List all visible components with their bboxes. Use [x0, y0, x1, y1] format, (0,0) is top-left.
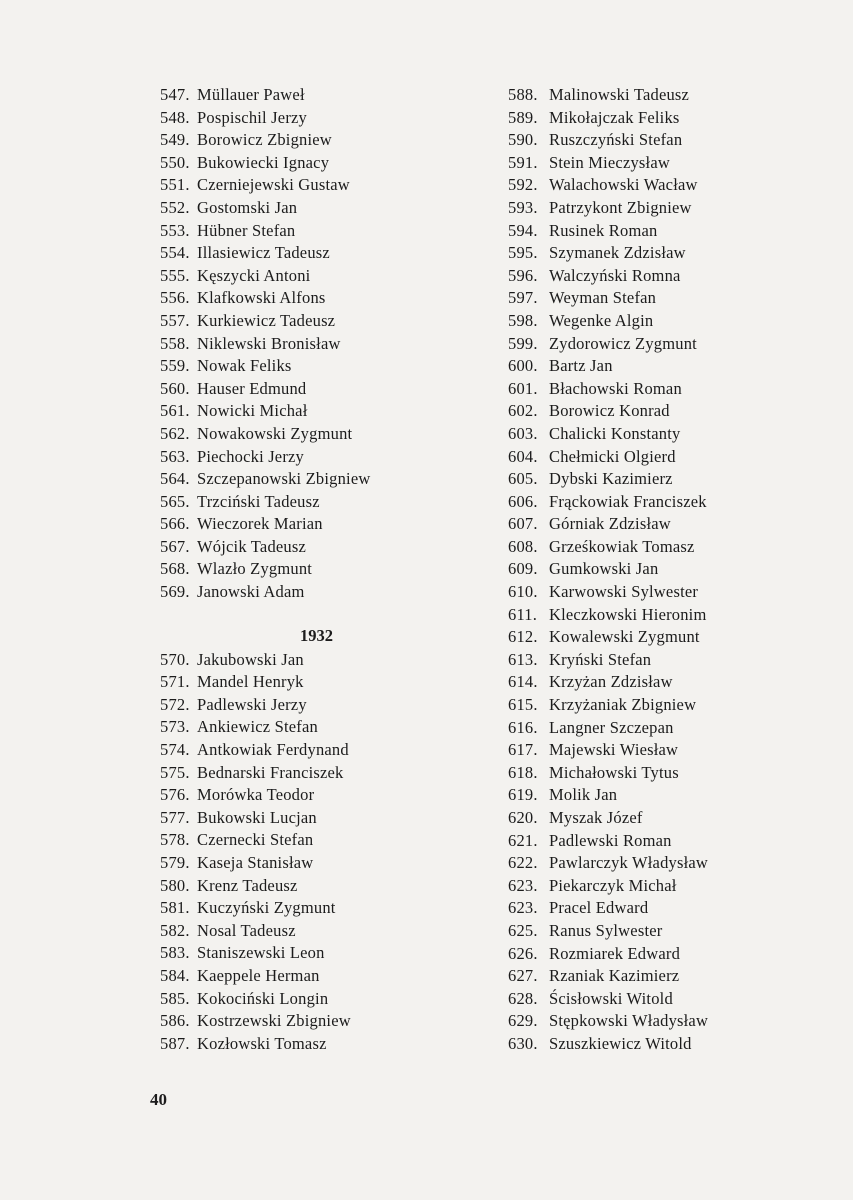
list-entry: [160, 920, 460, 943]
entry-number: 605.: [508, 469, 538, 489]
list-entry: [160, 491, 460, 514]
entry-name: Nowak Feliks: [197, 356, 292, 376]
list-entry: [508, 174, 828, 197]
entry-name: Gumkowski Jan: [549, 559, 659, 579]
entry-name: Malinowski Tadeusz: [549, 85, 690, 104]
list-entry: [160, 378, 460, 401]
entry-name: Kurkiewicz Tadeusz: [197, 310, 336, 330]
list-entry: [508, 513, 828, 536]
list-entry: [160, 84, 460, 107]
entry-number: 568.: [160, 559, 190, 579]
entry-number: 569.: [160, 582, 190, 602]
list-entry: [160, 649, 460, 672]
entry-number: 582.: [160, 920, 190, 940]
entry-number: 570.: [160, 649, 190, 669]
entry-number: 614.: [508, 672, 538, 692]
list-entry: [508, 310, 828, 333]
entry-number: 558.: [160, 333, 190, 353]
list-entry: [508, 897, 828, 920]
entry-name: Mandel Henryk: [197, 672, 304, 692]
entry-number: 591.: [508, 152, 538, 172]
list-entry: [508, 491, 828, 514]
left-column: [160, 84, 460, 1055]
entry-name: Jakubowski Jan: [197, 649, 304, 669]
entry-number: 627.: [508, 966, 538, 986]
entry-number: 551.: [160, 175, 190, 195]
entry-number: 608.: [508, 536, 538, 556]
entry-name: Mikołajczak Feliks: [549, 107, 680, 127]
list-entry: [160, 1010, 460, 1033]
list-entry: [508, 378, 828, 401]
entry-name: Czerniejewski Gustaw: [197, 175, 350, 195]
list-entry: [160, 942, 460, 965]
entry-number: 623.: [508, 898, 538, 918]
entry-number: 575.: [160, 762, 190, 782]
list-entry: [160, 694, 460, 717]
entry-name: Nosal Tadeusz: [197, 920, 296, 940]
entry-number: 611.: [508, 604, 538, 624]
entry-name: Niklewski Bronisław: [197, 333, 341, 353]
entry-number: 588.: [508, 85, 538, 104]
entry-name: Szymanek Zdzisław: [549, 243, 686, 263]
list-entry: [160, 513, 460, 536]
entry-name: Bartz Jan: [549, 356, 613, 376]
entry-name: Ścisłowski Witold: [549, 988, 673, 1008]
list-entry: [508, 468, 828, 491]
entry-number: 583.: [160, 943, 190, 963]
list-entry: [160, 784, 460, 807]
list-entry: [160, 152, 460, 175]
entry-number: 623.: [508, 875, 538, 895]
name-list-c: [508, 84, 828, 1056]
entry-number: 617.: [508, 740, 538, 760]
entry-number: 556.: [160, 288, 190, 308]
entry-number: 621.: [508, 830, 538, 850]
entry-number: 557.: [160, 310, 190, 330]
list-entry: [508, 807, 828, 830]
entry-name: Rozmiarek Edward: [549, 943, 681, 963]
entry-number: 571.: [160, 672, 190, 692]
list-entry: [160, 671, 460, 694]
list-entry: [160, 423, 460, 446]
list-entry: [160, 965, 460, 988]
entry-name: Myszak Józef: [549, 808, 643, 827]
entry-number: 596.: [508, 265, 538, 285]
entry-number: 613.: [508, 649, 538, 669]
entry-name: Hübner Stefan: [197, 220, 296, 240]
entry-name: Rzaniak Kazimierz: [549, 966, 680, 986]
entry-name: Trzciński Tadeusz: [197, 491, 320, 511]
entry-name: Ruszczyński Stefan: [549, 130, 683, 150]
entry-name: Dybski Kazimierz: [549, 469, 673, 489]
entry-name: Illasiewicz Tadeusz: [197, 243, 330, 263]
entry-number: 548.: [160, 107, 190, 127]
list-entry: [160, 400, 460, 423]
right-column: [508, 84, 828, 1056]
entry-name: Gostomski Jan: [197, 197, 298, 217]
entry-name: Molik Jan: [549, 785, 618, 805]
entry-name: Morówka Teodor: [197, 785, 315, 805]
entry-number: 564.: [160, 469, 190, 489]
entry-name: Wójcik Tadeusz: [197, 536, 307, 556]
entry-number: 626.: [508, 943, 538, 963]
entry-number: 579.: [160, 853, 190, 872]
entry-number: 567.: [160, 536, 190, 556]
entry-number: 574.: [160, 740, 190, 760]
list-entry: [160, 107, 460, 130]
entry-number: 601.: [508, 378, 538, 398]
entry-name: Nowicki Michał: [197, 401, 308, 421]
entry-name: Antkowiak Ferdynand: [197, 740, 349, 760]
entry-number: 609.: [508, 559, 538, 579]
list-entry: [508, 355, 828, 378]
entry-name: Müllauer Paweł: [197, 85, 305, 104]
entry-name: Ankiewicz Stefan: [197, 717, 318, 737]
list-entry: [160, 581, 460, 604]
list-entry: [508, 784, 828, 807]
page-number: 40: [150, 1090, 167, 1109]
entry-name: Kaeppele Herman: [197, 965, 320, 985]
entry-number: 572.: [160, 694, 190, 714]
list-entry: [508, 107, 828, 130]
entry-number: 550.: [160, 152, 190, 172]
entry-name: Janowski Adam: [197, 582, 305, 602]
entry-name: Pracel Edward: [549, 898, 649, 918]
entry-number: 600.: [508, 356, 538, 376]
entry-number: 576.: [160, 785, 190, 805]
entry-name: Michałowski Tytus: [549, 762, 679, 782]
entry-name: Weyman Stefan: [549, 288, 657, 308]
list-entry: [508, 84, 828, 107]
entry-number: 578.: [160, 830, 190, 850]
list-entry: [160, 310, 460, 333]
entry-name: Borowicz Konrad: [549, 401, 670, 421]
list-entry: [508, 875, 828, 898]
list-entry: [160, 558, 460, 581]
entry-name: Hauser Edmund: [197, 378, 307, 398]
list-entry: [508, 1010, 828, 1033]
entry-number: 565.: [160, 491, 190, 511]
list-entry: [508, 988, 828, 1011]
entry-name: Chełmicki Olgierd: [549, 446, 676, 466]
list-entry: [508, 649, 828, 672]
entry-name: Stępkowski Władysław: [549, 1011, 709, 1031]
entry-number: 619.: [508, 785, 538, 805]
entry-name: Wegenke Algin: [549, 310, 654, 330]
entry-name: Krenz Tadeusz: [197, 875, 298, 895]
list-entry: [160, 287, 460, 310]
list-entry: [160, 265, 460, 288]
list-entry: [160, 242, 460, 265]
entry-number: 563.: [160, 446, 190, 466]
entry-number: 587.: [160, 1033, 190, 1053]
entry-name: Kuczyński Zygmunt: [197, 898, 336, 918]
entry-number: 616.: [508, 717, 538, 737]
list-entry: [508, 920, 828, 943]
entry-name: Pawlarczyk Władysław: [549, 853, 709, 873]
entry-name: Krzyżaniak Zbigniew: [549, 695, 697, 715]
entry-name: Piechocki Jerzy: [197, 446, 305, 466]
entry-number: 598.: [508, 310, 538, 330]
entry-name: Grześkowiak Tomasz: [549, 536, 695, 556]
entry-name: Bukowiecki Ignacy: [197, 152, 330, 172]
entry-number: 561.: [160, 401, 190, 421]
entry-number: 552.: [160, 197, 190, 217]
list-entry: [160, 739, 460, 762]
entry-name: Górniak Zdzisław: [549, 514, 671, 534]
list-entry: [160, 468, 460, 491]
entry-number: 595.: [508, 243, 538, 263]
list-entry: [508, 581, 828, 604]
entry-name: Padlewski Jerzy: [197, 694, 307, 714]
list-entry: [160, 220, 460, 243]
entry-name: Langner Szczepan: [549, 717, 674, 737]
list-entry: [508, 423, 828, 446]
list-entry: [160, 129, 460, 152]
entry-number: 553.: [160, 220, 190, 240]
entry-name: Kowalewski Zygmunt: [549, 627, 700, 647]
entry-name: Chalicki Konstanty: [549, 423, 681, 443]
entry-number: 590.: [508, 130, 538, 150]
list-entry: [508, 287, 828, 310]
list-entry: [508, 694, 828, 717]
list-entry: [508, 830, 828, 853]
list-entry: [508, 446, 828, 469]
entry-number: 560.: [160, 378, 190, 398]
list-entry: [508, 717, 828, 740]
list-entry: [160, 174, 460, 197]
list-entry: [508, 1033, 828, 1056]
list-entry: [160, 1033, 460, 1056]
entry-number: 612.: [508, 627, 538, 647]
entry-name: Patrzykont Zbigniew: [549, 197, 692, 217]
list-entry: [508, 671, 828, 694]
entry-name: Karwowski Sylwester: [549, 582, 699, 602]
entry-number: 629.: [508, 1011, 538, 1031]
list-entry: [160, 446, 460, 469]
entry-name: Nowakowski Zygmunt: [197, 423, 353, 443]
entry-name: Pospischil Jerzy: [197, 107, 307, 127]
entry-name: Kozłowski Tomasz: [197, 1033, 327, 1053]
entry-number: 599.: [508, 333, 538, 353]
list-entry: [508, 197, 828, 220]
list-entry: [508, 558, 828, 581]
entry-name: Kleczkowski Hieronim: [549, 604, 707, 624]
list-entry: [160, 875, 460, 898]
name-list-a: [160, 84, 460, 604]
entry-number: 593.: [508, 197, 538, 217]
list-entry: [160, 988, 460, 1011]
entry-name: Błachowski Roman: [549, 378, 682, 398]
name-list-b: [160, 649, 460, 1056]
list-entry: [508, 943, 828, 966]
entry-number: 592.: [508, 175, 538, 195]
entry-number: 586.: [160, 1011, 190, 1031]
entry-number: 559.: [160, 356, 190, 376]
entry-number: 562.: [160, 423, 190, 443]
list-entry: [160, 807, 460, 830]
entry-name: Krzyżan Zdzisław: [549, 672, 673, 692]
entry-name: Szuszkiewicz Witold: [549, 1033, 692, 1053]
entry-name: Bednarski Franciszek: [197, 762, 344, 782]
entry-number: 610.: [508, 582, 538, 602]
list-entry: [160, 355, 460, 378]
entry-number: 620.: [508, 808, 538, 827]
entry-number: 585.: [160, 988, 190, 1008]
list-entry: [508, 129, 828, 152]
entry-number: 547.: [160, 85, 190, 104]
list-entry: [508, 400, 828, 423]
list-entry: [508, 265, 828, 288]
entry-number: 615.: [508, 695, 538, 715]
entry-name: Rusinek Roman: [549, 220, 658, 240]
entry-name: Kokociński Longin: [197, 988, 329, 1008]
entry-number: 555.: [160, 265, 190, 285]
entry-number: 581.: [160, 898, 190, 918]
entry-name: Majewski Wiesław: [549, 740, 679, 760]
list-entry: [508, 536, 828, 559]
entry-number: 618.: [508, 762, 538, 782]
entry-name: Borowicz Zbigniew: [197, 130, 332, 150]
entry-number: 625.: [508, 920, 538, 940]
list-entry: [160, 716, 460, 739]
list-entry: [508, 965, 828, 988]
entry-name: Kryński Stefan: [549, 649, 652, 669]
list-entry: [508, 739, 828, 762]
entry-name: Walachowski Wacław: [549, 175, 698, 195]
entry-number: 604.: [508, 446, 538, 466]
entry-name: Bukowski Lucjan: [197, 807, 317, 827]
entry-number: 630.: [508, 1033, 538, 1053]
entry-name: Szczepanowski Zbigniew: [197, 469, 371, 489]
entry-number: 628.: [508, 988, 538, 1008]
list-entry: [508, 333, 828, 356]
entry-name: Padlewski Roman: [549, 830, 672, 850]
entry-number: 622.: [508, 853, 538, 873]
entry-name: Kostrzewski Zbigniew: [197, 1011, 351, 1031]
entry-name: Frąckowiak Franciszek: [549, 491, 707, 511]
entry-number: 603.: [508, 423, 538, 443]
entry-number: 602.: [508, 401, 538, 421]
entry-name: Staniszewski Leon: [197, 943, 325, 963]
list-entry: [160, 333, 460, 356]
entry-name: Kaseja Stanisław: [197, 853, 314, 872]
entry-number: 566.: [160, 514, 190, 534]
list-entry: [508, 242, 828, 265]
year-heading: 1932: [300, 625, 333, 645]
entry-name: Stein Mieczysław: [549, 152, 670, 172]
entry-number: 549.: [160, 130, 190, 150]
list-entry: [160, 536, 460, 559]
list-entry: [508, 762, 828, 785]
entry-number: 594.: [508, 220, 538, 240]
entry-name: Wieczorek Marian: [197, 514, 323, 534]
entry-name: Ranus Sylwester: [549, 920, 663, 940]
entry-number: 589.: [508, 107, 538, 127]
entry-number: 597.: [508, 288, 538, 308]
entry-number: 573.: [160, 717, 190, 737]
entry-name: Walczyński Romna: [549, 265, 681, 285]
list-entry: [508, 852, 828, 875]
list-entry: [160, 852, 460, 875]
entry-name: Kęszycki Antoni: [197, 265, 311, 285]
list-entry: [508, 220, 828, 243]
entry-number: 607.: [508, 514, 538, 534]
list-entry: [508, 152, 828, 175]
entry-name: Czernecki Stefan: [197, 830, 314, 850]
entry-number: 584.: [160, 965, 190, 985]
entry-number: 554.: [160, 243, 190, 263]
list-entry: [160, 197, 460, 220]
entry-name: Wlazło Zygmunt: [197, 559, 313, 579]
entry-number: 577.: [160, 807, 190, 827]
entry-number: 606.: [508, 491, 538, 511]
list-entry: [160, 762, 460, 785]
entry-name: Piekarczyk Michał: [549, 875, 677, 895]
entry-name: Klafkowski Alfons: [197, 288, 326, 308]
list-entry: [508, 626, 828, 649]
list-entry: [508, 604, 828, 627]
list-entry: [160, 897, 460, 920]
entry-name: Zydorowicz Zygmunt: [549, 333, 697, 353]
entry-number: 580.: [160, 875, 190, 895]
list-entry: [160, 829, 460, 852]
